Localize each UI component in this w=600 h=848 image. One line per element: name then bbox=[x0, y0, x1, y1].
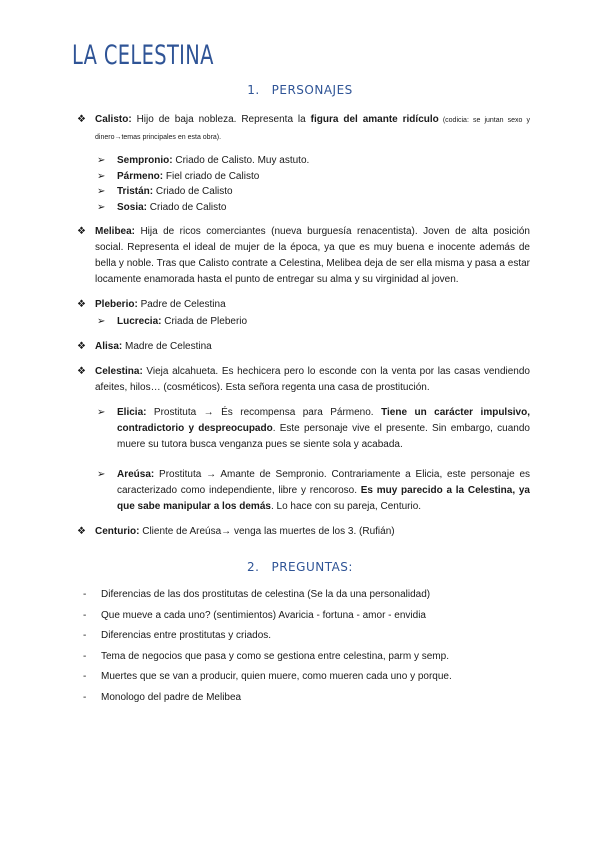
character-name: Pármeno: bbox=[117, 171, 164, 182]
character-name: Areúsa: bbox=[117, 469, 155, 480]
character-calisto bbox=[77, 112, 530, 146]
character-areusa bbox=[97, 467, 530, 515]
section-title: PERSONAJES bbox=[271, 83, 353, 97]
character-description: Hijo de baja nobleza. Representa la bbox=[131, 114, 311, 125]
character-description: Criado de Calisto bbox=[147, 202, 227, 213]
section-heading-personajes bbox=[0, 83, 600, 97]
diamond-bullet-icon: ❖ bbox=[77, 226, 86, 237]
character-emphasis: Tiene un carácter impulsivo, contradictorio y despreocupado bbox=[117, 407, 530, 434]
character-pleberio bbox=[77, 297, 530, 313]
character-description: Criada de Pleberio bbox=[161, 316, 248, 327]
arrowhead-bullet-icon: ➢ bbox=[97, 186, 106, 197]
arrowhead-bullet-icon: ➢ bbox=[97, 202, 106, 213]
character-name: Alisa: bbox=[95, 341, 123, 352]
section-number: 1. bbox=[247, 83, 260, 97]
character-alisa bbox=[77, 339, 530, 355]
arrowhead-bullet-icon: ➢ bbox=[97, 155, 106, 166]
arrowhead-bullet-icon: ➢ bbox=[97, 316, 106, 327]
question-item bbox=[83, 669, 531, 685]
section-title: PREGUNTAS: bbox=[271, 560, 353, 574]
question-item bbox=[83, 690, 531, 706]
question-item bbox=[83, 587, 531, 603]
question-item bbox=[83, 608, 531, 624]
character-sosia bbox=[97, 200, 530, 216]
character-sempronio bbox=[97, 153, 530, 169]
character-emphasis: figura del amante ridículo bbox=[310, 114, 439, 125]
document-title: LA CELESTINA bbox=[72, 40, 214, 71]
character-tristan bbox=[97, 184, 530, 200]
character-description: Criado de Calisto bbox=[153, 186, 233, 197]
character-description: Fiel criado de Calisto bbox=[163, 171, 260, 182]
character-lucrecia bbox=[97, 314, 530, 330]
section-heading-preguntas bbox=[0, 560, 600, 574]
character-name: Lucrecia: bbox=[117, 316, 162, 327]
character-centurio bbox=[77, 524, 530, 540]
character-description: Cliente de Areúsa→ venga las muertes de los 3. (Rufián) bbox=[139, 526, 395, 537]
question-item bbox=[83, 628, 531, 644]
diamond-bullet-icon: ❖ bbox=[77, 299, 86, 310]
dash-bullet: - bbox=[83, 692, 87, 703]
character-description: Prostituta → És recompensa para Pármeno. bbox=[146, 407, 382, 418]
character-description: Vieja alcahueta. Es hechicera pero lo esconde con la venta por las casas vendiendo afeites, hilos… (cosméticos). Esta señora regenta una casa de prostitución. bbox=[95, 366, 530, 393]
character-name: Elicia: bbox=[117, 407, 147, 418]
question-text: Monologo del padre de Melibea bbox=[101, 692, 242, 703]
character-melibea bbox=[77, 224, 530, 288]
character-note: (codicia: se juntan sexo y dinero→temas principales en esta obra). bbox=[95, 117, 530, 141]
character-parmeno bbox=[97, 169, 530, 185]
dash-bullet: - bbox=[83, 589, 87, 600]
question-text: Diferencias entre prostitutas y criados. bbox=[101, 630, 272, 641]
question-text: Que mueve a cada uno? (sentimientos) Avaricia - fortuna - amor - envidia bbox=[101, 610, 426, 621]
dash-bullet: - bbox=[83, 671, 87, 682]
question-item bbox=[83, 649, 531, 665]
arrowhead-bullet-icon: ➢ bbox=[97, 407, 106, 418]
dash-bullet: - bbox=[83, 610, 87, 621]
character-name: Sosia: bbox=[117, 202, 148, 213]
dash-bullet: - bbox=[83, 630, 87, 641]
character-name: Melibea: bbox=[95, 226, 136, 237]
question-text: Tema de negocios que pasa y como se gestiona entre celestina, parm y semp. bbox=[101, 651, 449, 662]
character-description-cont: . Lo hace con su pareja, Centurio. bbox=[270, 501, 422, 512]
character-elicia bbox=[97, 405, 530, 453]
character-name: Celestina: bbox=[95, 366, 143, 377]
character-description: Hija de ricos comerciantes (nueva burguesía renacentista). Joven de alta posición social. Representa el ideal de mujer de la época, ya que es muy buena e inocente además de bella y noble. Tras que Calisto contrate a Celestina, Melibea deja de ser ella misma y pasa a estar locamente enamorada hasta el punto de entregar su alma y su virginidad al joven. bbox=[95, 226, 530, 285]
character-celestina bbox=[77, 364, 530, 396]
character-description: Madre de Celestina bbox=[122, 341, 212, 352]
diamond-bullet-icon: ❖ bbox=[77, 341, 86, 352]
character-name: Tristán: bbox=[117, 186, 154, 197]
question-text: Diferencias de las dos prostitutas de celestina (Se la da una personalidad) bbox=[101, 589, 431, 600]
character-name: Pleberio: bbox=[95, 299, 138, 310]
character-description: Padre de Celestina bbox=[137, 299, 226, 310]
dash-bullet: - bbox=[83, 651, 87, 662]
arrowhead-bullet-icon: ➢ bbox=[97, 469, 106, 480]
character-description: Criado de Calisto. Muy astuto. bbox=[172, 155, 310, 166]
diamond-bullet-icon: ❖ bbox=[77, 526, 86, 537]
character-description-cont: . Este personaje vive el presente. Sin embargo, cuando muere su tutora busca venganza pues se siente sola y acabada. bbox=[117, 423, 530, 450]
character-name: Centurio: bbox=[95, 526, 140, 537]
character-description: Prostituta → Amante de Sempronio. Contrariamente a Elicia, este personaje es caracterizado como independiente, libre y rencoroso. bbox=[117, 469, 530, 496]
diamond-bullet-icon: ❖ bbox=[77, 366, 86, 377]
character-emphasis: Es muy parecido a la Celestina, ya que sabe manipular a los demás bbox=[117, 485, 530, 512]
arrowhead-bullet-icon: ➢ bbox=[97, 171, 106, 182]
character-name: Sempronio: bbox=[117, 155, 173, 166]
character-name: Calisto: bbox=[95, 114, 132, 125]
section-number: 2. bbox=[247, 560, 260, 574]
question-text: Muertes que se van a producir, quien muere, como mueren cada uno y porque. bbox=[101, 671, 452, 682]
diamond-bullet-icon: ❖ bbox=[77, 114, 86, 125]
